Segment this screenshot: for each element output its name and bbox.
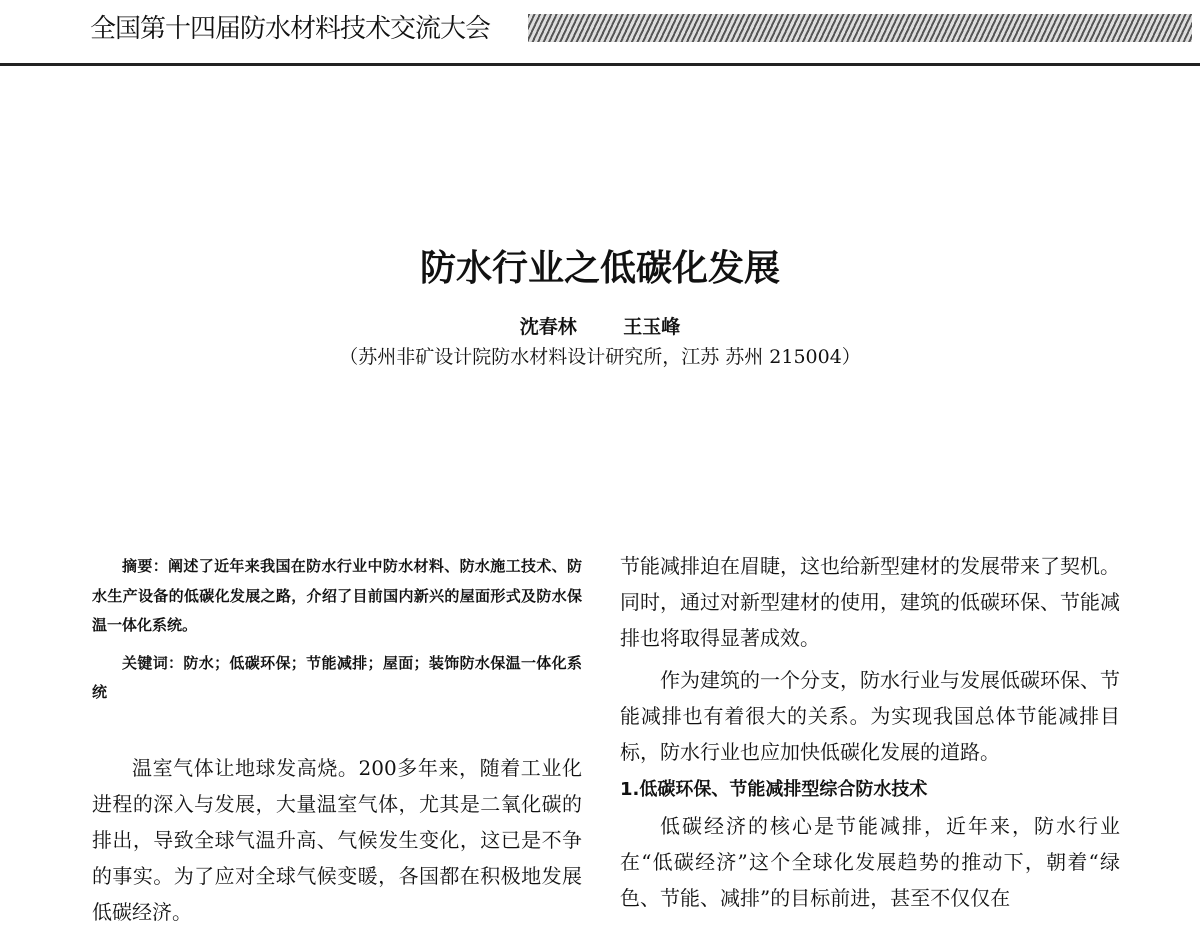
body-paragraph: 作为建筑的一个分支，防水行业与发展低碳环保、节能减排也有着很大的关系。为实现我国总体节能减排目标，防水行业也应加快低碳化发展的道路。 <box>620 668 1120 764</box>
abstract-block <box>92 552 582 708</box>
body-paragraph: 低碳经济的核心是节能减排，近年来，防水行业在“低碳经济”这个全球化发展趋势的推动下，朝着“绿色、节能、减排”的目标前进，甚至不仅仅在 <box>620 814 1120 910</box>
body-paragraph: 温室气体让地球发高烧。200多年来，随着工业化进程的深入与发展，大量温室气体，尤其是二氧化碳的排出，导致全球气温升高、气候发生变化，这已是不争的事实。为了应对全球气候变暖，各国都在积极地发展低碳经济。 <box>92 756 582 924</box>
article-affiliation: （苏州非矿设计院防水材料设计研究所，江苏 苏州 215004） <box>339 346 861 368</box>
running-header: 全国第十四届防水材料技术交流大会 <box>90 14 491 44</box>
right-column <box>620 548 1120 916</box>
left-column <box>92 750 582 930</box>
body-paragraph: 节能减排迫在眉睫，这也给新型建材的发展带来了契机。同时，通过对新型建材的使用，建筑的低碳环保、节能减排也将取得显著成效。 <box>620 554 1120 650</box>
header-hatch-bar <box>528 14 1192 42</box>
header-rule <box>0 63 1200 66</box>
article-title: 防水行业之低碳化发展 <box>419 247 780 289</box>
abstract: 摘要：阐述了近年来我国在防水行业中防水材料、防水施工技术、防水生产设备的低碳化发展之路，介绍了目前国内新兴的屋面形式及防水保温一体化系统。 <box>92 557 582 634</box>
keywords: 关键词：防水；低碳环保；节能减排；屋面；装饰防水保温一体化系统 <box>92 653 582 701</box>
article-authors: 沈春林 王玉峰 <box>519 316 681 338</box>
section-heading: 1.低碳环保、节能减排型综合防水技术 <box>620 779 928 800</box>
